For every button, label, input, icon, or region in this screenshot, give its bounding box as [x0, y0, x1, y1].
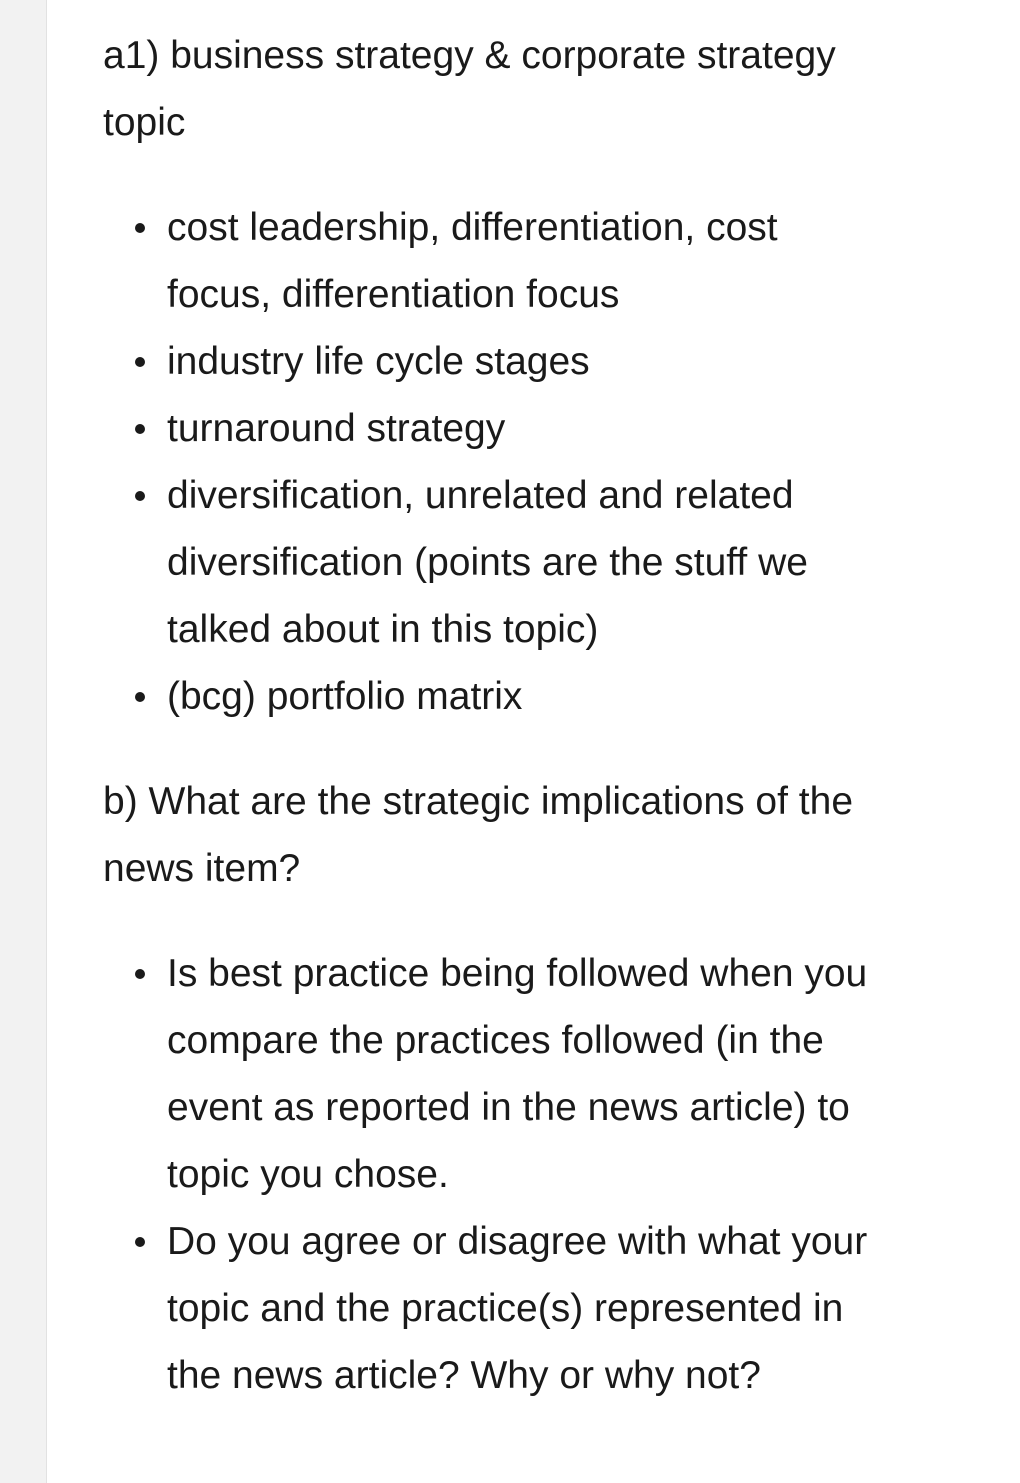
list-item: [167, 462, 933, 663]
list-item-text: Do you agree or disagree with what your topic and the practice(s) represented in the news article? Why or why not?: [167, 1220, 868, 1397]
list-item: [167, 328, 933, 395]
list-item: [167, 940, 933, 1208]
list-item-text: industry life cycle stages: [167, 340, 590, 383]
list-item: [167, 395, 933, 462]
section-a-list: [103, 194, 933, 730]
list-item-text: (bcg) portfolio matrix: [167, 675, 523, 718]
section-b-heading-text: b) What are the strategic implications of the news item?: [103, 780, 854, 890]
bullet-icon: [135, 1237, 145, 1247]
left-gutter: [0, 0, 47, 1483]
bullet-icon: [135, 223, 145, 233]
list-item-text: Is best practice being followed when you compare the practices followed (in the event as reported in the news article) to topic you chose.: [167, 952, 868, 1196]
document-body: [103, 22, 933, 1409]
bullet-icon: [135, 692, 145, 702]
bullet-icon: [135, 357, 145, 367]
section-b-heading: [103, 768, 933, 902]
list-item: [167, 1208, 933, 1409]
list-item-text: cost leadership, differentiation, cost focus, differentiation focus: [167, 206, 778, 316]
bullet-icon: [135, 491, 145, 501]
section-b-list: [103, 940, 933, 1409]
section-a-heading-text: a1) business strategy & corporate strategy topic: [103, 34, 836, 144]
list-item: [167, 194, 933, 328]
bullet-icon: [135, 969, 145, 979]
list-item: [167, 663, 933, 730]
bullet-icon: [135, 424, 145, 434]
list-item-text: turnaround strategy: [167, 407, 506, 450]
section-a-heading: [103, 22, 933, 156]
list-item-text: diversification, unrelated and related diversification (points are the stuff we talked about in this topic): [167, 474, 808, 651]
